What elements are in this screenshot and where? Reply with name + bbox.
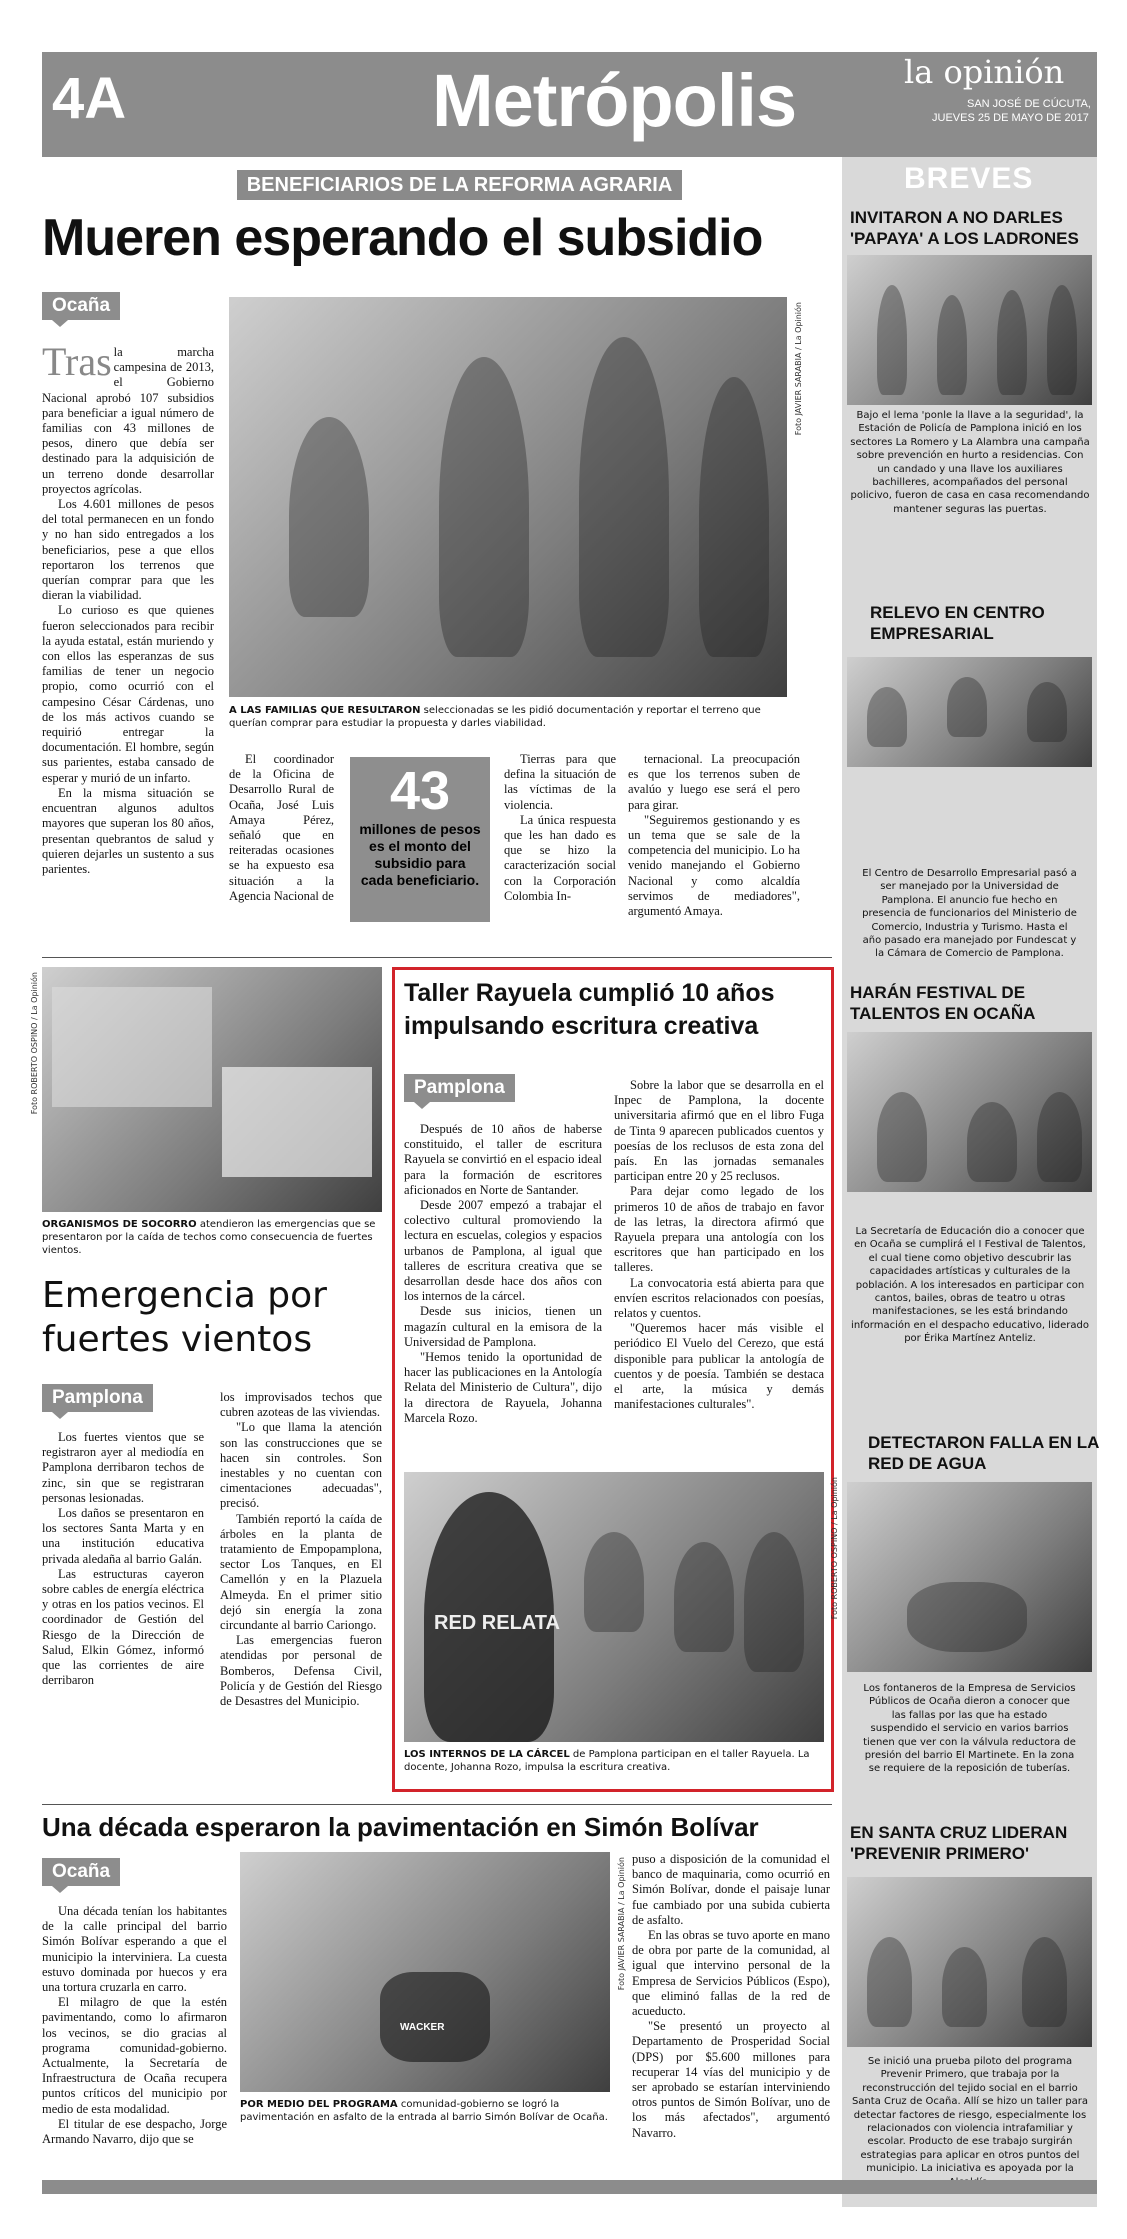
stat-number: 43 bbox=[389, 761, 451, 821]
breve-title-2: RELEVO EN CENTRO EMPRESARIAL bbox=[870, 603, 1045, 643]
roller-brand-text: WACKER bbox=[400, 2022, 445, 2033]
article-4-location: Ocaña bbox=[42, 1858, 120, 1886]
breve-text-2: El Centro de Desarrollo Empresarial pasó a ser manejado por la Universidad de Pamplona. El anuncio fue hecho en presencia de funcionarios del Ministerio de Comercio, Industria y Turismo. Hasta el año pasado era manejado por Fundescat y la Cámara de Comercio de Pamplona. bbox=[862, 868, 1077, 960]
section-title: Metrópolis bbox=[432, 59, 797, 142]
page-number: 4A bbox=[52, 66, 127, 131]
breve-text-4: Los fontaneros de la Empresa de Servicios Públicos de Ocaña dieron a conocer que las fallas por las que ha estado suspendido el servicio en varios barrios tienen que ver con la válvula reductora de presión del barrio El Martinete. En la zona se requiere de la reposición de tuberías. bbox=[863, 1683, 1076, 1775]
article-4-photo bbox=[240, 1852, 610, 2092]
breve-text-5: Se inició una prueba piloto del programa Prevenir Primero, que trabaja por la reconstrucción del tejido social en el barrio Santa Cruz de Ocaña. Allí se hizo un taller para detectar factores de riesgo, especialmente los relacionados con violencia intrafamiliar y escolar. Producto de ese trabajo surgirán estrategias para aplicar en otros puntos del municipio. La iniciativa es apoyada por la bbox=[851, 2056, 1089, 2175]
article-3-photo-credit: Foto ROBERTO OSPINO / La Opinión bbox=[830, 1477, 839, 1620]
article-3-headline: Taller Rayuela cumplió 10 años impulsando escritura creativa bbox=[404, 979, 775, 1040]
article-4-headline: Una década esperaron la pavimentación en Simón Bolívar bbox=[42, 1812, 759, 1842]
article-1-col3: Tierras para que defina la situación de las víctimas de la violencia. La única respuesta que les han dado es que se hizo la caracterización social con la Corporación Colombia In- bbox=[504, 752, 616, 903]
bottom-bar bbox=[42, 2180, 1097, 2194]
masthead-city: SAN JOSÉ DE CÚCUTA, bbox=[967, 98, 1091, 110]
article-2-location: Pamplona bbox=[42, 1384, 153, 1412]
breve-photo-1 bbox=[847, 255, 1092, 405]
breve-title-5: EN SANTA CRUZ LIDERAN 'PREVENIR PRIMERO' bbox=[850, 1823, 1068, 1863]
article-2-photo-credit: Foto ROBERTO OSPINO / La Opinión bbox=[30, 972, 39, 1115]
breve-title-3: HARÁN FESTIVAL DE TALENTOS EN OCAÑA bbox=[850, 983, 1036, 1023]
sidebar-breves bbox=[842, 157, 1097, 2207]
article-4-col1: Una década tenían los habitantes de la calle principal del barrio Simón Bolívar esperando a que el municipio la interviniera. La cuesta estuvo dominada por huecos y era una tortura cruzarla en carro. El milagro de que la estén pavimentando, como lo afirmaron los vecinos, se dio gracias al programa comunidad-gobierno. Actualmente, la Secretaría de Infraestructura de Ocaña recupera puntos críticos del municipio por medio de esta modalidad. El titular de ese despacho, Jorge Armando Navarro, dijo que se bbox=[42, 1904, 227, 2147]
stat-text: millones de pesos es el monto del subsidio para cada beneficiario. bbox=[359, 821, 481, 888]
article-3-col2: Sobre la labor que se desarrolla en el Inpec de Pamplona, la docente universitaria afirmó que en el libro Fuga de Tinta 9 aparecen publicados cuentos y poesías de los reclusos de esta zona del país. En las jornadas semanales participan entre 20 y 25 reclusos. Para dejar como legado de los primeros 10 de años de trabajo en favor de las letras, la directora afirmó que Rayuela prepara una antología con los escritores que han participado en los talleres. La convocatoria está abierta para que envíen escritos relacionados con poesías, relatos y cuentos. "Queremos hacer más visible el periódico El Vuelo del Cerezo, que está disponible para publicar la antología de cuentos y de poesía. También se destaca el arte, la música y demás manifestaciones culturales". bbox=[614, 1078, 824, 1412]
article-1-photo bbox=[229, 297, 787, 697]
breve-photo-5 bbox=[847, 1877, 1092, 2047]
article-1-kicker: BENEFICIARIOS DE LA REFORMA AGRARIA bbox=[237, 170, 682, 200]
breve-text-3: La Secretaría de Educación dio a conocer que en Ocaña se cumplirá el I Festival de Talentos, el cual tiene como objetivo descubrir las capacidades artísticas y culturales de la población. A los interesados en participar con cantos, bailes, obras de teatro u otras manifestaciones, se les está brindando información en el despacho educativo, liderado por Érika Martínez Anteliz. bbox=[851, 1226, 1089, 1345]
article-2-photo bbox=[42, 967, 382, 1212]
article-3-caption: LOS INTERNOS DE LA CÁRCEL de Pamplona participan en el taller Rayuela. La docente, Johanna Rozo, impulsa la escritura creativa. bbox=[404, 1749, 810, 1773]
article-1-location: Ocaña bbox=[42, 292, 120, 320]
breves-header: BREVES bbox=[904, 162, 1034, 195]
article-2-col1: Los fuertes vientos que se registraron ayer al mediodía en Pamplona derribaron techos de zinc, sin que se registraran personas lesionadas. Los daños se presentaron en los sectores Santa Marta y en una institución educativa privada aledaña al barrio Galán. Las estructuras cayeron sobre cables de energía eléctrica y otras en los patios vecinos. El coordinador de Gestión del Riesgo de la Dirección de Salud, Elkin Gómez, informó que las corrientes de aire derribaron bbox=[42, 1430, 204, 1688]
newspaper-logo: la opinión bbox=[904, 53, 1065, 91]
stat-box bbox=[350, 757, 490, 922]
masthead bbox=[42, 52, 1097, 160]
newspaper-page bbox=[30, 52, 1099, 2207]
article-1-col1: Tras la marcha campesina de 2013, el Gobierno Nacional aprobó 107 subsidios para beneficiar a igual número de familias con 43 millones de pesos, dinero que debía ser destinado para la adquisición de un terreno donde desarrollar proyectos agrícolas. Los 4.601 millones de pesos del total permanecen en un fondo y no han sido entregados a los beneficiarios, pese a que ellos reportaron los terrenos que querían comprar para que les dieran la viabilidad. Lo curioso es que quienes fueron seleccionados para recibir la ayuda estatal, están muriendo y con ellos las esperanzas de sus familias de tener un negocio propio, como ocurrió con el campesino César Cárdenas, uno de los más activos cuando se requirió entregar la documentación. El hombre, según sus parientes, estaba cansado de esperar y murió de un infarto. En la misma situación se encuentran algunos adultos mayores que superan los 80 años, presentan quebrantos de salud y quieren dejarles un sustento a sus parientes. bbox=[42, 339, 214, 876]
article-3-col1: Después de 10 años de haberse constituido, el taller de escritura Rayuela se convirtió en el espacio ideal para la formación de escritores aficionados en Norte de Santander. Desde 2007 empezó a trabajar el colectivo cultural promoviendo la lectura en escuelas, colegios y espacios urbanos de Pamplona, al igual que talleres de escritura creativa que se desarrollan desde hace dos años con los internos de la cárcel. Desde sus inicios, tienen un magazín cultural en la emisora de la Universidad de Pamplona. "Hemos tenido la oportunidad de hacer las publicaciones en la Antología Relata del Ministerio de Cultura", dijo la directora de Rayuela, Johanna Marcela Rozo. bbox=[404, 1122, 602, 1425]
breve-photo-3 bbox=[847, 1032, 1092, 1192]
article-3-location: Pamplona bbox=[404, 1074, 515, 1102]
article-1-caption: A LAS FAMILIAS QUE RESULTARON seleccionadas se les pidió documentación y reportar el terreno que querían comprar para estudiar la propuesta y darles viabilidad. bbox=[229, 705, 761, 729]
masthead-date: JUEVES 25 DE MAYO DE 2017 bbox=[932, 112, 1089, 124]
breve-title-4: DETECTARON FALLA EN LA RED DE AGUA bbox=[868, 1433, 1099, 1473]
article-1-col2: El coordinador de la Oficina de Desarrollo Rural de Ocaña, José Luis Amaya Pérez, señaló que en reiteradas ocasiones se ha expuesto esa situación a la Agencia Nacional de bbox=[229, 752, 334, 903]
article-1-headline: Mueren esperando el subsidio bbox=[42, 209, 763, 267]
article-4-photo-credit: Foto JAVIER SARABIA / La Opinión bbox=[617, 1857, 626, 1991]
article-4-col2: puso a disposición de la comunidad el banco de maquinaria, como ocurrió en Simón Bolívar, donde el paisaje lunar fue cambiado por una subida cubierta de asfalto. En las obras se tuvo aporte en mano de obra por parte de la comunidad, al igual que intervino personal de la Empresa de Servicios Públicos (Espo), que eliminó fallas de la red de acueducto. "Se presentó un proyecto al Departamento de Prosperidad Social (DPS) por $5.600 millones para recuperar 14 vías del municipio y de ser aprobado se estarían interviniendo otros puntos de Simón Bolívar, uno de los más afectados", argumentó Navarro. bbox=[632, 1852, 830, 2140]
article-1-photo-credit: Foto JAVIER SARABIA / La Opinión bbox=[794, 302, 803, 436]
article-1-col4: ternacional. La preocupación es que los terrenos suben de avalúo y luego ese será el pero para girar. "Seguiremos gestionando y es un tema que se sale de la competencia del municipio. Lo ha venido manejando el Gobierno Nacional y como alcaldía servimos de mediadores", argumentó Amaya. bbox=[628, 752, 800, 919]
article-3-photo bbox=[404, 1472, 824, 1742]
dropcap: Tras bbox=[42, 339, 112, 384]
breve-title-1: INVITARON A NO DARLES 'PAPAYA' A LOS LADRONES bbox=[850, 208, 1079, 248]
article-2-col2: los improvisados techos que cubren azoteas de las viviendas. "Lo que llama la atención son las construcciones que se hacen sin controles. Son inestables y no cuentan con cimentaciones adecuadas", precisó. También reportó la caída de árboles en la planta de tratamiento de Empopamplona, sector Los Tanques, en El Camellón y en la Plazuela Almeyda. En el primer sitio dejó sin energía la zona circundante al barrio Cariongo. Las emergencias fueron atendidas por personal de Bomberos, Defensa Civil, Policía y de Gestión del Riesgo de Desastres del Municipio. bbox=[220, 1390, 382, 1709]
article-2-caption: ORGANISMOS DE SOCORRO atendieron las emergencias que se presentaron por la caída de techos como consecuencia de fuertes vientos. bbox=[42, 1219, 376, 1256]
photo-vest-text: RED RELATA bbox=[434, 1612, 560, 1634]
breve-photo-4 bbox=[847, 1482, 1092, 1672]
article-2-headline: Emergencia por fuertes vientos bbox=[42, 1275, 327, 1360]
breve-photo-2 bbox=[847, 657, 1092, 767]
breve-text-1: Bajo el lema 'ponle la llave a la seguridad', la Estación de Policía de Pamplona inició en los sectores La Romero y La Alambra una campaña sobre prevención en hurto a residencias. Con un candado y una llave los auxiliares bachilleres, acompañados del personal policivo, fueron de casa en casa recomendando mantener seguras las puertas. bbox=[850, 410, 1090, 515]
article-4-caption: POR MEDIO DEL PROGRAMA comunidad-gobierno se logró la pavimentación en asfalto de la entrada al barrio Simón Bolívar de Ocaña. bbox=[240, 2099, 608, 2123]
